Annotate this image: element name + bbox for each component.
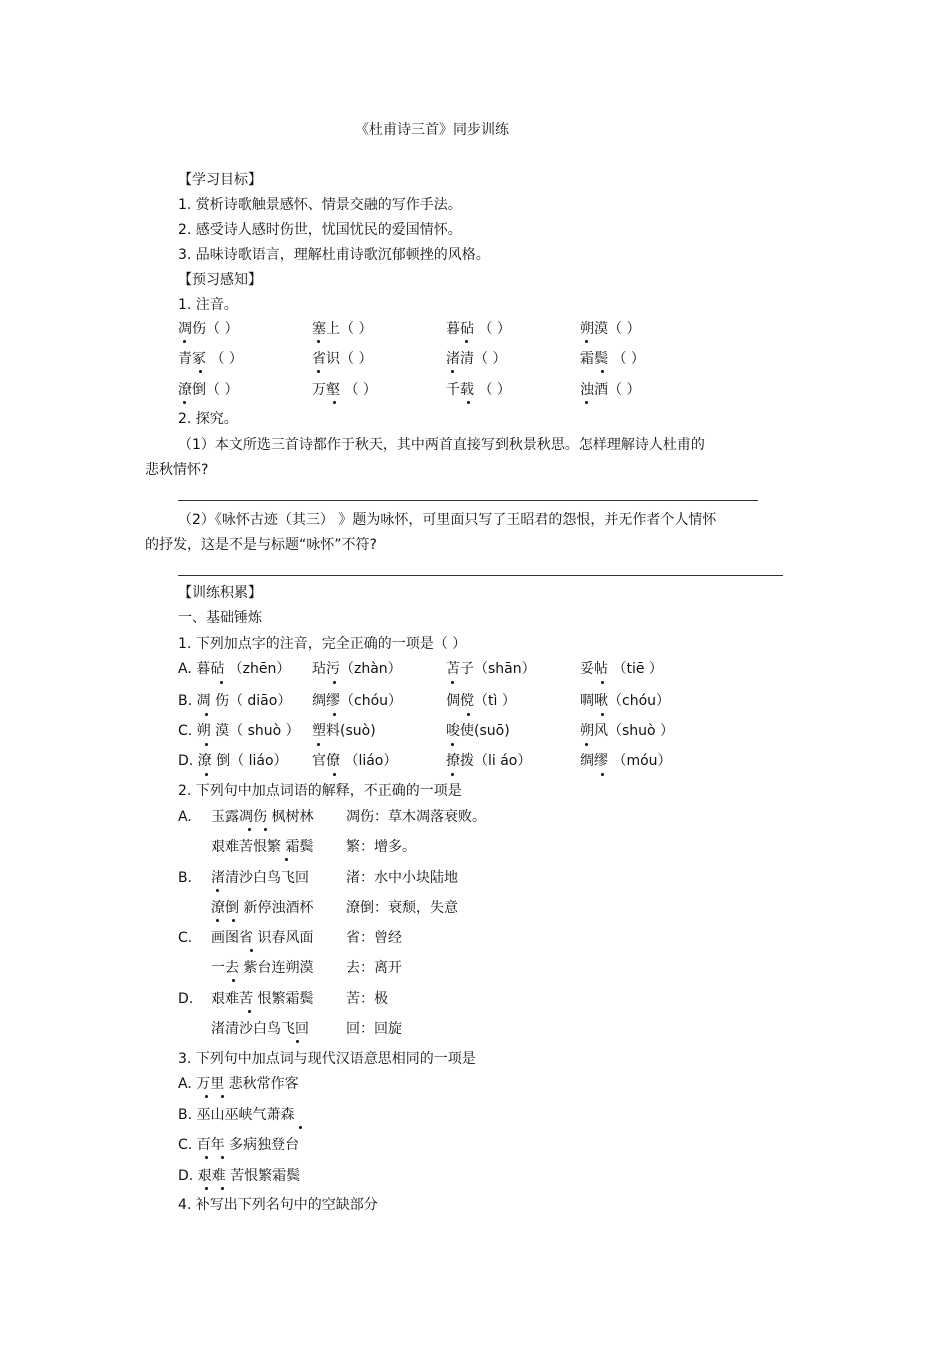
emphasis-dot — [333, 681, 336, 684]
emphasis-dot — [205, 1187, 208, 1190]
question-stem: 2. 下列句中加点词语的解释，不正确的一项是 — [178, 783, 462, 799]
option-line: 渚清沙白鸟飞回 — [211, 1021, 309, 1037]
pinyin-item: 霜鬓 （ ） — [580, 351, 645, 367]
emphasis-dot — [601, 681, 604, 684]
option-label: D. — [178, 991, 194, 1007]
option-cell: 苫子（shān） — [446, 661, 536, 677]
page-title: 《杜甫诗三首》同步训练 — [355, 122, 509, 138]
pinyin-item: 浊酒（ ） — [580, 382, 641, 398]
emphasis-dot — [451, 743, 454, 746]
emphasis-dot — [248, 828, 251, 831]
emphasis-dot — [317, 370, 320, 373]
option-explanation: 潦倒：衰颓，失意 — [346, 900, 458, 916]
pinyin-item: 朔漠（ ） — [580, 321, 641, 337]
pinyin-item: 青冢 （ ） — [178, 351, 243, 367]
option-line: 潦倒 新停浊酒杯 — [211, 900, 314, 916]
question-text: 的抒发，这是不是与标题“咏怀”不符? — [145, 537, 377, 553]
option-cell: A. 暮砧 （zhēn） — [178, 661, 291, 677]
option-label: A. — [178, 809, 192, 825]
emphasis-dot — [248, 1010, 251, 1013]
option-cell: 倜傥（tì ） — [446, 693, 516, 709]
preview-heading: 【预习感知】 — [178, 272, 262, 288]
option-line: C. 百年 多病独登台 — [178, 1137, 300, 1153]
pinyin-item: 潦倒（ ） — [178, 382, 239, 398]
emphasis-dot — [451, 773, 454, 776]
option-cell: 塑料(suò) — [312, 723, 376, 739]
option-cell: 啁啾（chóu） — [580, 693, 671, 709]
emphasis-dot — [451, 681, 454, 684]
option-explanation: 苦：极 — [346, 991, 388, 1007]
emphasis-dot — [296, 1040, 299, 1043]
option-line: 艰难苦 恨繁霜鬓 — [211, 991, 314, 1007]
option-line: 玉露凋伤 枫树林 — [211, 809, 314, 825]
pinyin-item: 凋伤（ ） — [178, 321, 239, 337]
emphasis-dot — [465, 340, 468, 343]
emphasis-dot — [467, 713, 470, 716]
preview-question-2: 2. 探究。 — [178, 411, 238, 427]
option-explanation: 去：离开 — [346, 960, 402, 976]
emphasis-dot — [333, 713, 336, 716]
emphasis-dot — [199, 370, 202, 373]
goal-item-3: 3. 品味诗歌语言，理解杜甫诗歌沉郁顿挫的风格。 — [178, 247, 490, 263]
option-explanation: 渚：水中小块陆地 — [346, 870, 458, 886]
option-explanation: 繁：增多。 — [346, 839, 416, 855]
emphasis-dot — [601, 713, 604, 716]
emphasis-dot — [333, 401, 336, 404]
emphasis-dot — [205, 713, 208, 716]
option-cell: 撩拨（li áo） — [446, 753, 532, 769]
emphasis-dot — [232, 919, 235, 922]
emphasis-dot — [183, 401, 186, 404]
option-cell: 官僚 （liáo） — [312, 753, 398, 769]
emphasis-dot — [205, 1095, 208, 1098]
option-label: C. — [178, 930, 193, 946]
question-stem: 4. 补写出下列名句中的空缺部分 — [178, 1197, 378, 1213]
option-line: D. 艰难 苦恨繁霜鬓 — [178, 1168, 301, 1184]
emphasis-dot — [285, 858, 288, 861]
emphasis-dot — [264, 828, 267, 831]
goal-item-2: 2. 感受诗人感时伤世，忧国忧民的爱国情怀。 — [178, 222, 462, 238]
option-cell: 绸缪 （móu） — [580, 753, 672, 769]
option-line: 一去 紫台连朔漠 — [211, 960, 314, 976]
emphasis-dot — [451, 370, 454, 373]
emphasis-dot — [317, 340, 320, 343]
option-line: A. 万里 悲秋常作客 — [178, 1076, 299, 1092]
emphasis-dot — [232, 979, 235, 982]
pinyin-item: 千载 （ ） — [446, 382, 511, 398]
option-label: B. — [178, 870, 193, 886]
option-explanation: 回：回旋 — [346, 1021, 402, 1037]
option-line: 画图省 识春风面 — [211, 930, 314, 946]
pinyin-item: 渚清（ ） — [446, 351, 507, 367]
question-text: （2）《咏怀古迹（其三） 》题为咏怀，可里面只写了王昭君的怨恨，并无作者个人情怀 — [178, 512, 717, 528]
option-cell: 玷污（zhàn） — [312, 661, 402, 677]
emphasis-dot — [467, 401, 470, 404]
emphasis-dot — [585, 340, 588, 343]
option-line: 艰难苦恨繁 霜鬓 — [211, 839, 314, 855]
question-stem: 1. 下列加点字的注音，完全正确的一项是（ ） — [178, 636, 467, 652]
emphasis-dot — [317, 743, 320, 746]
option-cell: C. 朔 漠（ shuò ） — [178, 723, 300, 739]
emphasis-dot — [250, 949, 253, 952]
emphasis-dot — [205, 1156, 208, 1159]
preview-question-1: 1. 注音。 — [178, 297, 238, 313]
emphasis-dot — [221, 1156, 224, 1159]
option-line: 渚清沙白鸟飞回 — [211, 870, 309, 886]
emphasis-dot — [216, 919, 219, 922]
goals-heading: 【学习目标】 — [178, 172, 262, 188]
section-heading: 一、基础锤炼 — [178, 610, 262, 626]
emphasis-dot — [333, 773, 336, 776]
pinyin-item: 省识（ ） — [312, 351, 373, 367]
option-cell: D. 潦 倒（ liáo） — [178, 753, 288, 769]
emphasis-dot — [205, 743, 208, 746]
emphasis-dot — [585, 743, 588, 746]
option-cell: 唆使(suō) — [446, 723, 510, 739]
emphasis-dot — [585, 401, 588, 404]
emphasis-dot — [221, 1187, 224, 1190]
option-cell: 妥帖 （tiē ） — [580, 661, 663, 677]
emphasis-dot — [216, 889, 219, 892]
option-line: B. 巫山巫峡气萧森 — [178, 1107, 295, 1123]
question-text: （1）本文所选三首诗都作于秋天，其中两首直接写到秋景秋思。怎样理解诗人杜甫的 — [178, 437, 705, 453]
option-cell: 绸缪（chóu） — [312, 693, 403, 709]
emphasis-dot — [601, 370, 604, 373]
emphasis-dot — [205, 773, 208, 776]
answer-line — [178, 575, 783, 576]
option-cell: B. 凋 伤（ diāo） — [178, 693, 292, 709]
pinyin-item: 万壑 （ ） — [312, 382, 377, 398]
emphasis-dot — [601, 773, 604, 776]
question-text: 悲秋情怀? — [145, 462, 209, 478]
training-heading: 【训练积累】 — [178, 585, 262, 601]
answer-line — [178, 500, 758, 501]
option-explanation: 省：曾经 — [346, 930, 402, 946]
goal-item-1: 1. 赏析诗歌触景感怀、情景交融的写作手法。 — [178, 197, 462, 213]
pinyin-item: 暮砧 （ ） — [446, 321, 511, 337]
pinyin-item: 塞上（ ） — [312, 321, 373, 337]
question-stem: 3. 下列句中加点词与现代汉语意思相同的一项是 — [178, 1051, 476, 1067]
emphasis-dot — [299, 1126, 302, 1129]
emphasis-dot — [183, 340, 186, 343]
option-cell: 朔风（shuò ） — [580, 723, 675, 739]
emphasis-dot — [220, 681, 223, 684]
emphasis-dot — [221, 1095, 224, 1098]
option-explanation: 凋伤：草木凋落衰败。 — [346, 809, 486, 825]
